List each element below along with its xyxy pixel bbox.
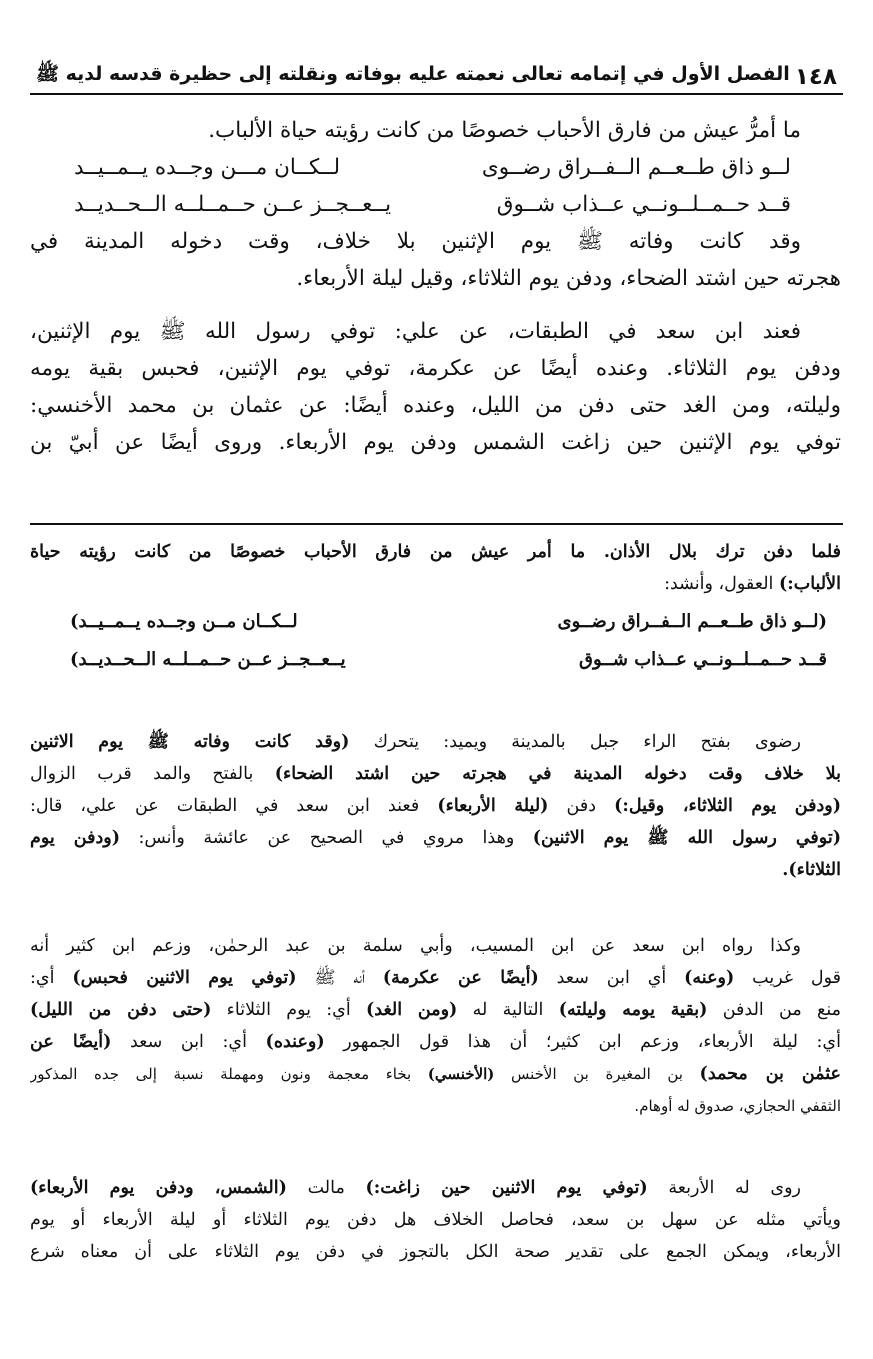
plain-text: أنه ﷺ (296, 968, 383, 988)
plain-text: أي ابن سعد (538, 968, 685, 988)
plain-text: روى له الأربعة (647, 1178, 801, 1198)
plain-text: أي: (30, 968, 73, 988)
commentary-line: فلما دفن ترك بلال الأذان. ما أمر عيش من فارق الأحباب خصوصًا من كانت رؤيته حياة (30, 542, 841, 562)
bold-text: (توفي رسول الله ﷺ يوم الاثنين) (532, 828, 841, 848)
verse-hemistich-left: لــكــان مــن وجــده يــمــيــد) (70, 611, 298, 632)
commentary-line (30, 1172, 841, 1204)
footnote-divider (30, 523, 843, 525)
commentary-paragraph-2 (30, 726, 841, 886)
bold-text: (ليلة الأربعاء) (437, 796, 549, 816)
commentary-paragraph-4 (30, 1172, 841, 1268)
bold-text: (الأخنسي) (427, 1065, 495, 1083)
main-text (30, 112, 841, 461)
commentary-line: ويأتي مثله عن سهل بن سعد، فحاصل الخلاف هل دفن يوم الثلاثاء أو ليلة الأربعاء أو يوم (30, 1210, 841, 1230)
bold-text: (الشمس، ودفن يوم الأربعاء) (30, 1178, 287, 1198)
verse-hemistich-left: يــعــجــز عــن حــمــلــه الــحــديــد) (70, 649, 346, 670)
verse-hemistich-right: (لــو ذاق طــعــم الــفــراق رضــوى (557, 611, 827, 632)
verse-hemistich-right: لــو ذاق طــعــم الــفــراق رضــوى (481, 155, 791, 180)
commentary-line: الأربعاء، ويمكن الجمع على تقدير صحة الكل بالتجوز في دفن يوم الثلاثاء على أن معناه شرع (30, 1242, 841, 1262)
plain-text: بالفتح والمد قرب الزوال (30, 764, 275, 784)
commentary-paragraph-3 (30, 930, 841, 1122)
header-rule (30, 93, 843, 95)
commentary-line: الثقفي الحجازي، صدوق له أوهام. (634, 1097, 841, 1115)
commentary-line (30, 962, 841, 994)
main-line: توفي يوم الإثنين حين زاغت الشمس ودفن يوم الأربعاء. وروى أيضًا عن أبيّ بن (30, 430, 841, 455)
verse-hemistich-left: لــكــان مـــن وجــده يــمــيــد (74, 155, 341, 180)
bold-text: (وقد كانت وفاته ﷺ يوم الاثنين (30, 732, 350, 752)
bold-text: (توفي يوم الاثنين حين زاغت:) (365, 1178, 648, 1198)
bold-text: (ومن الغد) (366, 1000, 458, 1020)
commentary-verse-line (30, 644, 841, 676)
plain-text: أي: ليلة الأربعاء، وزعم ابن كثير؛ أن هذا قول الجمهور (324, 1032, 841, 1052)
commentary-line (30, 568, 841, 600)
commentary-line: وكذا رواه ابن سعد عن ابن المسيب، وأبي سلمة بن عبد الرحمٰن، وزعم ابن كثير أنه (30, 936, 801, 956)
plain-text: فعند ابن سعد في الطبقات عن علي، قال: (30, 796, 438, 816)
bold-text: (وعنه) (684, 968, 735, 988)
bold-text: (حتى دفن من الليل) (30, 1000, 212, 1020)
plain-text: التالية له (457, 1000, 559, 1020)
bold-text: (توفي يوم الاثنين فحبس) (72, 968, 297, 988)
bold-text: الألباب:) (778, 574, 841, 594)
commentary-line (30, 822, 841, 854)
commentary-line (30, 758, 841, 790)
bold-text: (بقية يومه وليلته) (558, 1000, 708, 1020)
plain-text: بن المغيرة بن الأخنس (494, 1065, 700, 1083)
bold-text: (أيضًا عن عكرمة) (382, 968, 539, 988)
plain-text: أي: ابن سعد (111, 1032, 266, 1052)
verse-hemistich-right: قــد حــمــلــونــي عــذاب شــوق (579, 649, 827, 670)
plain-text: العقول، وأنشد: (664, 574, 779, 594)
main-line: وقد كانت وفاته ﷺ يوم الإثنين بلا خلاف، وقت دخوله المدينة في (30, 229, 801, 254)
main-line: ما أمرُّ عيش من فارق الأحباب خصوصًا من كانت رؤيته حياة الألباب. (208, 118, 801, 143)
verse-hemistich-right: قــد حــمــلــونــي عــذاب شــوق (496, 192, 791, 217)
plain-text: وهذا مروي في الصحيح عن عائشة وأنس: (119, 828, 533, 848)
commentary-paragraph-1 (30, 536, 841, 676)
commentary-line (30, 790, 841, 822)
commentary-line (30, 994, 841, 1026)
bold-text: عثمٰن بن محمد) (699, 1064, 841, 1084)
verse-hemistich-left: يــعــجــز عــن حــمــلــه الــحــديــد (74, 192, 392, 217)
running-title: الفصل الأول في إتمامه تعالى نعمته عليه بوفاته ونقلته إلى حظيرة قدسه لديه ﷺ (36, 63, 790, 85)
commentary-line (30, 1026, 841, 1058)
verse-line (30, 149, 841, 186)
commentary-verse-line (30, 606, 841, 638)
plain-text: رضوى بفتح الراء جبل بالمدينة ويميد: يتحرك (349, 732, 801, 752)
plain-text: قول غريب (734, 968, 841, 988)
commentary-line (30, 726, 841, 758)
commentary-line (30, 1058, 841, 1090)
bold-text: (وعنده) (265, 1032, 325, 1052)
commentary-line: الثلاثاء). (782, 860, 841, 880)
plain-text: أي: يوم الثلاثاء (211, 1000, 366, 1020)
bold-text: (أيضًا عن (30, 1032, 112, 1052)
plain-text: منع من الدفن (707, 1000, 841, 1020)
page-number: ١٤٨ (794, 64, 837, 90)
bold-text: بلا خلاف وقت دخوله المدينة في هجرته حين اشتد الضحاء) (274, 764, 841, 784)
page-header (36, 46, 837, 90)
main-line: ودفن يوم الثلاثاء. وعنده أيضًا عن عكرمة، توفي يوم الإثنين، فحبس بقية يومه (30, 356, 841, 381)
plain-text: بخاء معجمة ونون ومهملة نسبة إلى جده المذكور (30, 1065, 428, 1083)
main-line: وليلته، ومن الغد حتى دفن من الليل، وعنده أيضًا: عن عثمان بن محمد الأخنسي: (30, 393, 841, 418)
main-line: فعند ابن سعد في الطبقات، عن علي: توفي رسول الله ﷺ يوم الإثنين، (30, 319, 801, 344)
bold-text: (ودفن يوم الثلاثاء، وقيل:) (614, 796, 841, 816)
verse-line (30, 186, 841, 223)
plain-text: دفن (548, 796, 615, 816)
bold-text: (ودفن يوم (30, 828, 120, 848)
main-line: هجرته حين اشتد الضحاء، ودفن يوم الثلاثاء، وقيل ليلة الأربعاء. (296, 266, 841, 291)
plain-text: مالت (286, 1178, 366, 1198)
